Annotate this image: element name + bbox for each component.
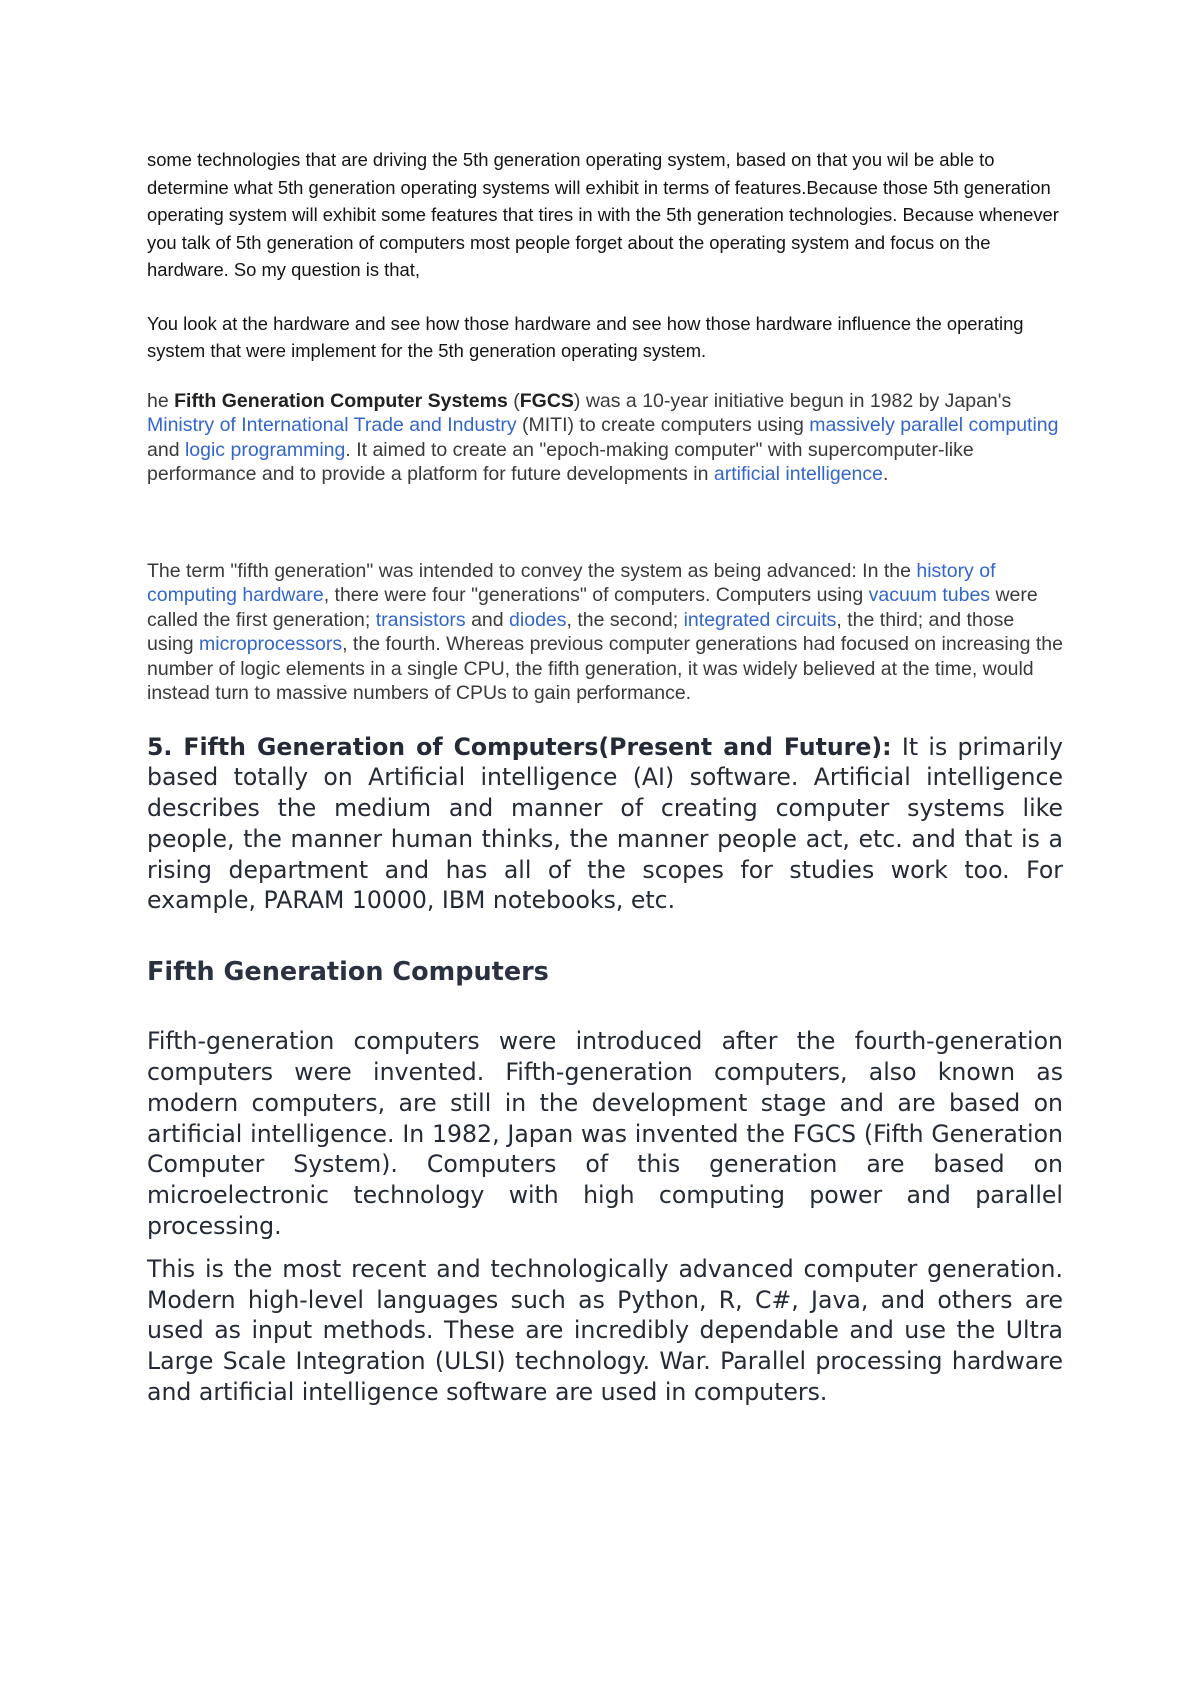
text-fragment: were called the first generation; — [147, 584, 1038, 631]
link-microprocessors[interactable]: microprocessors — [199, 633, 343, 655]
text-fragment: It is primarily based totally on Artificial intelligence (AI) software. Artificial intelligence describes the medium and manner of creating computer systems like people, the manner human thinks, the manner people act, etc. and that is a rising department and has all of the scopes for studies work too. For example, PARAM 10000, IBM notebooks, etc. — [147, 732, 1063, 915]
text-fragment: ) was a 10-year initiative begun in 1982 by Japan's — [573, 389, 1012, 412]
link-logic-programming[interactable]: logic programming — [184, 438, 346, 461]
link-transistors[interactable]: transistors — [375, 608, 466, 631]
text-fragment: , the second; — [566, 608, 684, 631]
text-fragment: (MITI) to create computers using — [516, 414, 810, 436]
fgcs-paragraph — [147, 389, 1063, 487]
link-vacuum-tubes[interactable]: vacuum tubes — [868, 584, 991, 606]
fifth-generation-ai-paragraph — [147, 732, 1063, 917]
section-heading: Fifth Generation Computers — [147, 957, 549, 988]
text-fragment: , the fourth. Whereas previous computer generations had focused on increasing the number of logic elements in a single CPU, the fifth generation, it was widely believed at the time, would instead turn to massive numbers of CPUs to gain performance. — [147, 633, 1063, 704]
term-paragraph — [147, 559, 1063, 706]
text-fragment: , there were four "generations" of computers. Computers using — [323, 584, 869, 606]
section-lead: 5. Fifth Generation of Computers(Present and Future): — [147, 732, 892, 761]
bold-term: FGCS — [519, 389, 574, 412]
fifth-generation-intro-paragraph: Fifth-generation computers were introduced after the fourth-generation computers were invented. Fifth-generation computers, also known as modern computers, are still in the development stage and are based on artificial intelligence. In 1982, Japan was invented the FGCS (Fifth Generation Computer System). Computers of this generation are based on microelectronic technology with high computing power and parallel processing. — [147, 1027, 1063, 1241]
link-miti[interactable]: Ministry of International Trade and Industry — [147, 414, 517, 436]
text-fragment: ( — [507, 389, 520, 412]
text-fragment: The term "fifth generation" was intended to convey the system as being advanced: In the — [147, 559, 917, 582]
text-fragment: . It aimed to create an "epoch-making computer" with supercomputer-like performance and to provide a platform for future developments in — [147, 438, 974, 485]
link-artificial-intelligence[interactable]: artificial intelligence — [713, 463, 883, 485]
text-fragment: and — [147, 438, 185, 461]
link-integrated-circuits[interactable]: integrated circuits — [683, 608, 837, 631]
intro-paragraph-2: You look at the hardware and see how those hardware and see how those hardware influence the operating system that were implement for the 5th generation operating system. — [147, 312, 1024, 361]
text-fragment: he — [147, 389, 175, 412]
link-massively-parallel-computing[interactable]: massively parallel computing — [809, 414, 1059, 436]
link-diodes[interactable]: diodes — [509, 608, 567, 631]
intro-paragraph-1: some technologies that are driving the 5th generation operating system, based on that you wil be able to determine what 5th generation operating systems will exhibit in terms of features.Because those 5th generation operating system will exhibit some features that tires in with the 5th generation technologies. Because whenever you talk of 5th generation of computers most people forget about the operating system and focus on the hardware. So my question is that, — [147, 149, 1059, 280]
link-history-of-computing-hardware[interactable]: history of computing hardware — [147, 559, 996, 606]
bold-term: Fifth Generation Computer Systems — [174, 389, 508, 412]
text-fragment: . — [882, 463, 889, 485]
text-fragment: , the third; and those using — [147, 608, 1015, 655]
text-fragment: and — [465, 608, 510, 631]
fifth-generation-modern-paragraph: This is the most recent and technologically advanced computer generation. Modern high-level languages such as Python, R, C#, Java, and others are used as input methods. These are incredibly dependable and use the Ultra Large Scale Integration (ULSI) technology. War. Parallel processing hardware and artificial intelligence software are used in computers. — [147, 1254, 1063, 1407]
document-page — [147, 146, 1063, 1408]
